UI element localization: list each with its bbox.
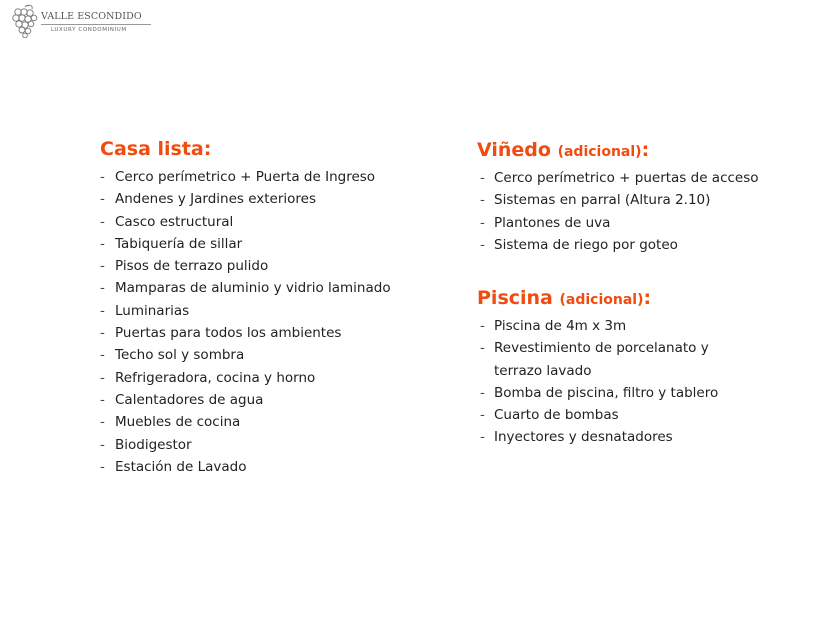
bullet-dash: - [480,214,485,231]
brand-logo [12,4,151,38]
list-item-text: Estación de Lavado [115,458,247,475]
list-item [477,167,759,189]
vinedo-items-list [477,167,759,256]
grape-cluster-icon [12,4,38,38]
list-item [100,434,391,456]
brand-tagline: LUXURY CONDOMINIUM [51,27,127,33]
section-title-casa: Casa lista: [100,138,212,160]
list-item [100,411,391,433]
list-item [100,367,391,389]
section-casa-lista [100,138,391,478]
bullet-dash: - [100,458,105,475]
list-item-text: Refrigeradora, cocina y horno [115,369,316,386]
list-item-text: Revestimiento de porcelanato y [494,340,709,357]
list-item [477,404,718,426]
bullet-dash: - [480,170,485,186]
list-item-text: Casco estructural [115,213,234,230]
bullet-dash: - [100,280,105,297]
section-title-vinedo [477,139,759,161]
list-item-text: Puertas para todos los ambientes [115,325,342,342]
list-item [100,188,391,210]
list-item-text: Sistemas en parral (Altura 2.10) [494,192,711,209]
bullet-dash: - [100,414,105,431]
list-item [477,189,759,211]
casa-items-list [100,166,391,478]
list-item [477,426,718,448]
list-item [100,300,391,322]
section-title-piscina [477,287,718,309]
list-item-text: Cuarto de bombas [494,407,619,424]
list-item [477,360,718,382]
bullet-dash: - [480,407,485,424]
list-item [100,277,391,299]
section-vinedo [477,139,759,256]
list-item-text: Inyectores y desnatadores [494,429,673,446]
list-item-text: Techo sol y sombra [115,347,245,364]
bullet-dash: - [100,325,105,342]
list-item [477,234,759,256]
list-item-text: Luminarias [115,302,190,319]
list-item [477,382,718,404]
bullet-dash: - [100,347,105,364]
list-item [477,212,759,234]
section-piscina [477,287,718,449]
brand-divider [41,24,151,25]
bullet-dash: - [100,436,105,453]
list-item [100,166,391,188]
title-colon: : [641,139,650,161]
bullet-dash: - [100,302,105,319]
list-item-text: Piscina de 4m x 3m [494,318,627,334]
bullet-dash: - [100,191,105,208]
list-item-text: Plantones de uva [494,214,611,231]
title-text: Piscina [477,287,553,309]
list-item [100,344,391,366]
bullet-dash: - [100,235,105,252]
brand-text [41,11,151,33]
bullet-dash: - [100,169,105,185]
list-item [100,456,391,478]
piscina-items-list [477,315,718,449]
bullet-dash: - [480,429,485,446]
bullet-dash: - [100,369,105,386]
list-item-text: Bomba de piscina, filtro y tablero [494,384,719,401]
bullet-dash: - [100,391,105,408]
list-item-text: Sistema de riego por goteo [494,236,678,253]
list-item-text: Andenes y Jardines exteriores [115,191,317,208]
list-item-text: Cerco perímetrico + puertas de acceso [494,170,759,186]
bullet-dash: - [480,236,485,253]
list-item-text: terrazo lavado [494,362,592,379]
bullet-dash: - [480,340,485,357]
list-item-text: Tabiquería de sillar [115,235,243,252]
list-item-text: Cerco perímetrico + Puerta de Ingreso [115,169,376,185]
list-item [100,233,391,255]
list-item-text: Muebles de cocina [115,414,241,431]
title-text: Viñedo [477,139,551,161]
list-item [100,255,391,277]
list-item-text: Mamparas de aluminio y vidrio laminado [115,280,391,297]
bullet-dash: - [480,318,485,334]
list-item [100,211,391,233]
list-item [477,315,718,337]
list-item [477,337,718,359]
title-qualifier: (adicional) [557,144,642,160]
title-qualifier: (adicional) [559,292,644,308]
list-item [100,322,391,344]
title-colon: : [643,287,652,309]
bullet-dash: - [100,213,105,230]
brand-name: VALLE ESCONDIDO [41,11,142,22]
list-item-text: Calentadores de agua [115,391,264,408]
list-item [100,389,391,411]
bullet-dash: - [100,258,105,275]
bullet-dash: - [480,192,485,209]
list-item-text: Biodigestor [115,436,192,453]
list-item-text: Pisos de terrazo pulido [115,258,269,275]
bullet-dash: - [480,384,485,401]
